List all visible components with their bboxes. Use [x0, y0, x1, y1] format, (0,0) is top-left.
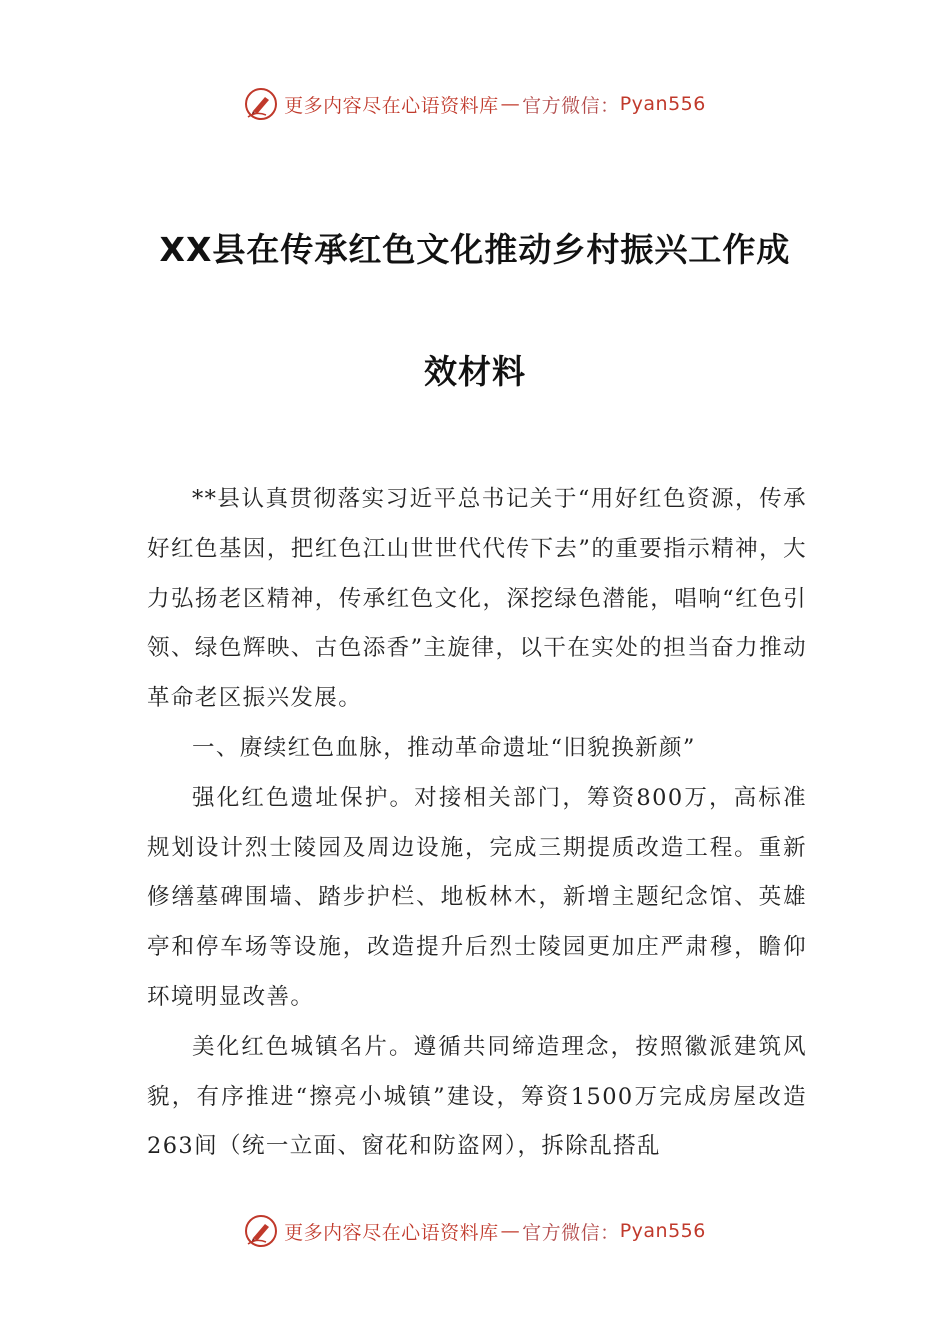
paragraph-red-towns: 美化红色城镇名片。遵循共同缔造理念，按照徽派建筑风貌，有序推进“擦亮小城镇”建设，筹资1500万完成房屋改造263间（统一立面、窗花和防盗网），拆除乱搭乱	[147, 1033, 807, 1160]
pen-logo-icon	[244, 87, 278, 121]
watermark-dash: —	[500, 93, 521, 115]
document-body	[147, 475, 807, 1172]
section-heading-1: 一、赓续红色血脉，推动革命遗址“旧貌换新颜”	[192, 734, 696, 761]
watermark-text: 更多内容尽在心语资料库	[284, 1221, 499, 1244]
watermark-dash: —	[500, 1220, 521, 1242]
watermark-text: 更多内容尽在心语资料库	[284, 94, 499, 117]
watermark-wechat-id: Pyan556	[619, 1220, 706, 1242]
watermark-header	[0, 84, 950, 124]
document-title-line-2: 效材料	[424, 352, 526, 391]
pen-logo-icon	[244, 1214, 278, 1248]
document-title-line-1: XX县在传承红色文化推动乡村振兴工作成	[159, 230, 791, 269]
paragraph-intro: **县认真贯彻落实习近平总书记关于“用好红色资源，传承好红色基因，把红色江山世世代代传下去”的重要指示精神，大力弘扬老区精神，传承红色文化，深挖绿色潜能，唱响“红色引领、绿色辉映、古色添香”主旋律，以干在实处的担当奋力推动革命老区振兴发展。	[147, 486, 807, 712]
paragraph-red-sites: 强化红色遗址保护。对接相关部门，筹资800万，高标准规划设计烈士陵园及周边设施，完成三期提质改造工程。重新修缮墓碑围墙、踏步护栏、地板林木，新增主题纪念馆、英雄亭和停车场等设施，改造提升后烈士陵园更加庄严肃穆，瞻仰环境明显改善。	[147, 784, 807, 1010]
watermark-footer	[0, 1211, 950, 1251]
watermark-wechat-id: Pyan556	[619, 93, 706, 115]
watermark-wechat-label: 官方微信：	[522, 94, 620, 117]
watermark-wechat-label: 官方微信：	[522, 1221, 620, 1244]
